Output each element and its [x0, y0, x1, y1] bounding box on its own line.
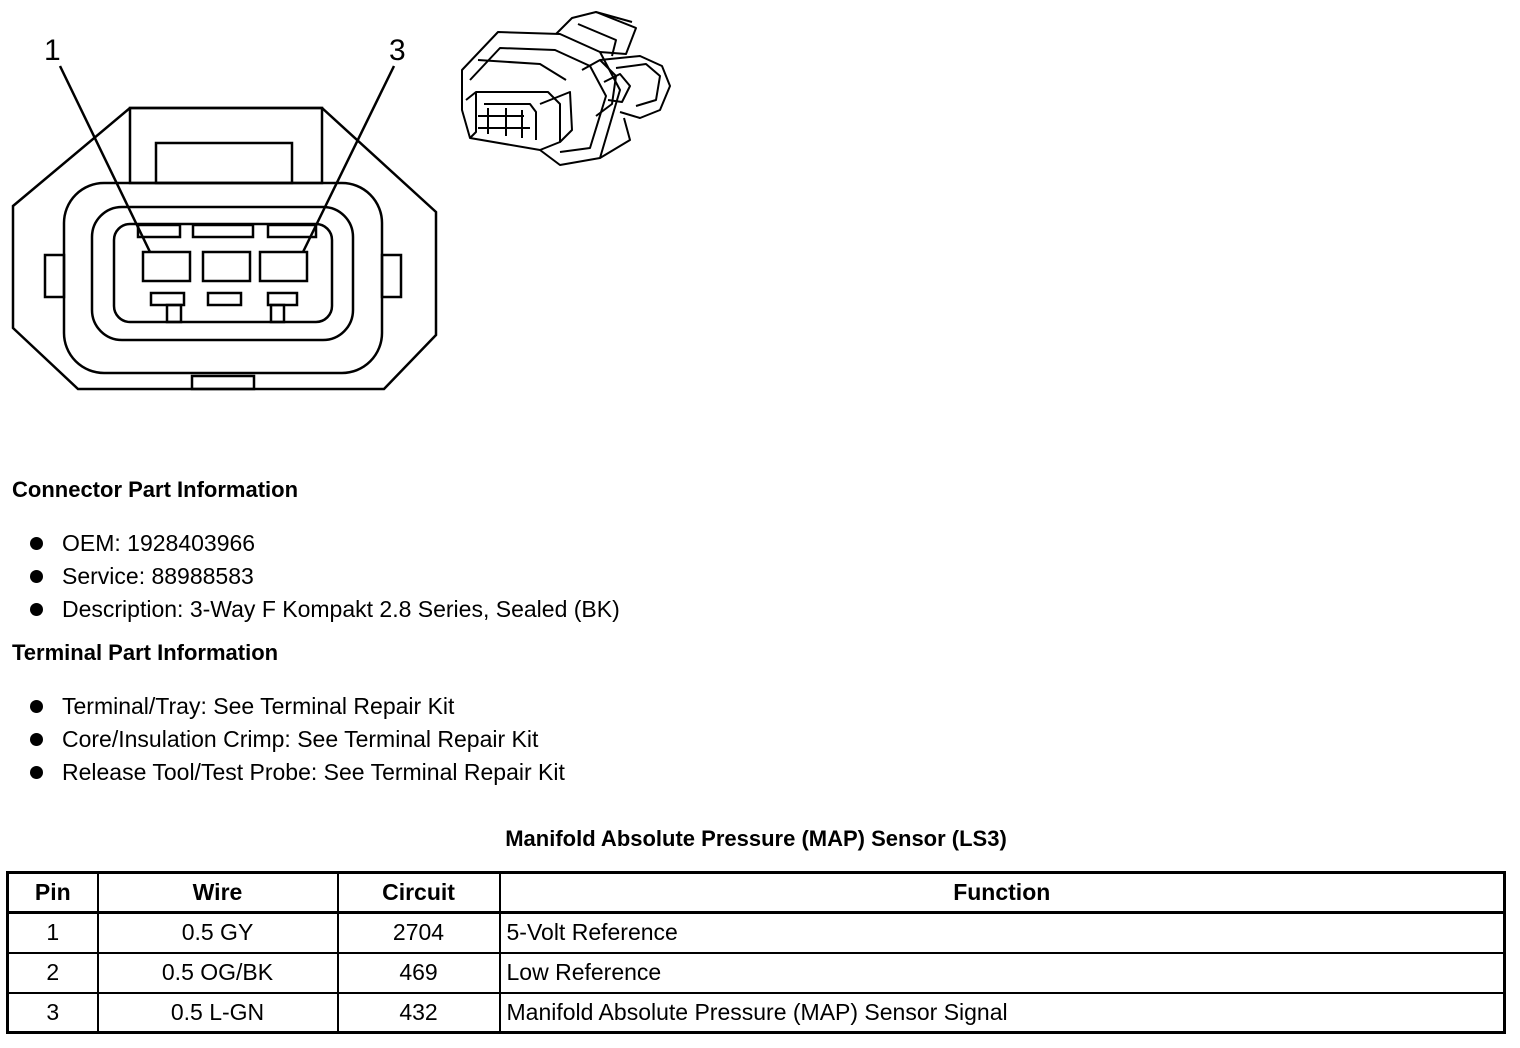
header-pin: Pin: [8, 873, 98, 913]
pin-cavity-1: [143, 252, 190, 281]
list-item: [28, 723, 565, 756]
list-item-text: Description: 3-Way F Kompakt 2.8 Series, Sealed (BK): [62, 596, 620, 622]
list-item: [28, 690, 565, 723]
pin-cavity-2: [203, 252, 250, 281]
list-item-text: OEM: 1928403966: [62, 530, 256, 556]
bullet-icon: [30, 766, 43, 779]
bullet-icon: [30, 733, 43, 746]
pin-1-leader-line: [60, 66, 150, 252]
list-item-text: Core/Insulation Crimp: See Terminal Repair Kit: [62, 726, 539, 752]
connector-diagram: [0, 0, 700, 440]
header-circuit: Circuit: [338, 873, 500, 913]
table-row: [8, 993, 1505, 1033]
cell-pin: 3: [8, 993, 98, 1033]
bullet-icon: [30, 570, 43, 583]
connector-cavity-inner: [114, 224, 332, 322]
cell-circuit: 432: [338, 993, 500, 1033]
header-function: Function: [500, 873, 1505, 913]
list-item-text: Service: 88988583: [62, 563, 254, 589]
cell-function: Low Reference: [500, 953, 1505, 993]
connector-slot: [268, 225, 316, 237]
cell-wire: 0.5 OG/BK: [98, 953, 338, 993]
connector-bottom-notch: [192, 376, 254, 389]
cell-function: 5-Volt Reference: [500, 913, 1505, 953]
table-header-row: [8, 873, 1505, 913]
connector-part-info-list: [28, 527, 620, 626]
terminal-part-info-list: [28, 690, 565, 789]
connector-slot: [138, 225, 180, 237]
connector-body: [64, 183, 382, 373]
connector-key: [208, 293, 241, 305]
cell-circuit: 2704: [338, 913, 500, 953]
cell-function: Manifold Absolute Pressure (MAP) Sensor Signal: [500, 993, 1505, 1033]
list-item: [28, 527, 620, 560]
list-item: [28, 756, 565, 789]
cell-pin: 2: [8, 953, 98, 993]
connector-3d-illustration: [462, 12, 670, 165]
pin-3-label: 3: [389, 34, 406, 67]
pin-1-label: 1: [44, 34, 61, 67]
connector-latch-inner: [156, 143, 292, 183]
connector-key: [151, 293, 184, 305]
table-row: [8, 953, 1505, 993]
cell-wire: 0.5 GY: [98, 913, 338, 953]
bullet-icon: [30, 537, 43, 550]
list-item: [28, 593, 620, 626]
header-wire: Wire: [98, 873, 338, 913]
list-item-text: Release Tool/Test Probe: See Terminal Repair Kit: [62, 759, 565, 785]
cell-wire: 0.5 L-GN: [98, 993, 338, 1033]
terminal-part-info-title: Terminal Part Information: [12, 640, 279, 665]
pin-cavity-3: [260, 252, 307, 281]
connector-part-info-title: Connector Part Information: [12, 477, 299, 502]
connector-left-tab: [45, 255, 64, 297]
connector-slot: [193, 225, 253, 237]
table-row: [8, 913, 1505, 953]
cell-pin: 1: [8, 913, 98, 953]
cell-circuit: 469: [338, 953, 500, 993]
bullet-icon: [30, 603, 43, 616]
pin-3-leader-line: [303, 66, 394, 252]
pin-table: [6, 871, 1506, 1034]
list-item: [28, 560, 620, 593]
connector-right-tab: [382, 255, 401, 297]
pin-table-title: Manifold Absolute Pressure (MAP) Sensor (LS3): [505, 826, 1007, 851]
list-item-text: Terminal/Tray: See Terminal Repair Kit: [62, 693, 455, 719]
connector-key-stem: [271, 305, 284, 322]
connector-key-stem: [167, 305, 181, 322]
connector-cavity-outer: [92, 207, 353, 340]
connector-key: [268, 293, 297, 305]
connector-outer-housing: [13, 108, 436, 389]
bullet-icon: [30, 700, 43, 713]
